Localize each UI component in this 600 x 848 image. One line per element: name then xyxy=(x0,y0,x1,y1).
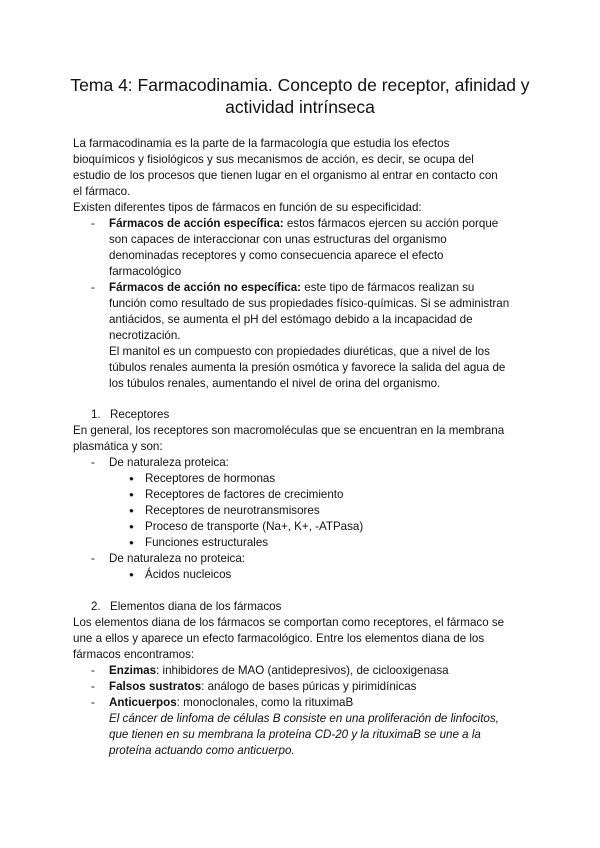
dash-bullet: - xyxy=(91,456,95,469)
section-1-number: 1. xyxy=(91,408,101,421)
title-line-1: Tema 4: Farmacodinamia. Concepto de receptor, afinidad y xyxy=(70,75,530,95)
diana-item-text: : análogo de bases púricas y pirimidínicas xyxy=(201,680,417,693)
section-2-intro-line: une a ellos y aparece un efecto farmacológico. Entre los elementos diana de los xyxy=(73,632,485,645)
no-especifica-line: necrotización. xyxy=(109,329,181,342)
intro-line: Existen diferentes tipos de fármacos en función de su especificidad: xyxy=(73,201,422,214)
diana-item-enzimas xyxy=(109,663,449,678)
no-especifica-line-1 xyxy=(109,280,474,295)
no-especifica-line: los túbulos renales, aumentando el nivel de orina del organismo. xyxy=(109,377,441,390)
dash-bullet: - xyxy=(91,696,95,709)
dash-bullet: - xyxy=(91,217,95,230)
section-2-intro-line: Los elementos diana de los fármacos se comportan como receptores, el fármaco se xyxy=(73,616,505,629)
intro-line: bioquímicos y fisiológicos y sus mecanismos de acción, es decir, se ocupa del xyxy=(73,153,474,166)
proteica-item: Receptores de factores de crecimiento xyxy=(145,488,344,501)
no-especifica-line: función como resultado de sus propiedades físico-químicas. Si se administran xyxy=(109,297,510,310)
no-proteica-item: Ácidos nucleicos xyxy=(145,568,232,581)
section-1-heading: Receptores xyxy=(110,408,170,421)
title-line-2: actividad intrínseca xyxy=(225,97,375,117)
italic-note-line: El cáncer de linfoma de células B consiste en una proliferación de linfocitos, xyxy=(109,712,499,725)
dot-bullet: ● xyxy=(129,506,134,515)
no-especifica-label: Fármacos de acción no específica: xyxy=(109,281,302,294)
page-title xyxy=(60,74,540,118)
proteica-label: De naturaleza proteica: xyxy=(109,456,229,469)
dash-bullet: - xyxy=(91,552,95,565)
especifica-text: estos fármacos ejercen su acción porque xyxy=(283,217,499,230)
diana-item-label: Enzimas xyxy=(109,664,157,677)
especifica-line: son capaces de interaccionar con unas estructuras del organismo xyxy=(109,233,447,246)
diana-item-anticuerpos xyxy=(109,695,353,710)
no-especifica-line: El manitol es un compuesto con propiedades diuréticas, que a nivel de los xyxy=(109,345,490,358)
dash-bullet: - xyxy=(91,281,95,294)
dot-bullet: ● xyxy=(129,474,134,483)
intro-line: estudio de los procesos que tienen lugar en el organismo al entrar en contacto con xyxy=(73,169,498,182)
italic-note-line: que tienen en su membrana la proteína CD-20 y la rituximaB se une a la xyxy=(109,728,481,741)
no-especifica-line: túbulos renales aumenta la presión osmótica y favorece la salida del agua de xyxy=(109,361,506,374)
section-2-heading: Elementos diana de los fármacos xyxy=(110,600,282,613)
especifica-line: farmacológico xyxy=(109,265,182,278)
especifica-label: Fármacos de acción específica: xyxy=(109,217,284,230)
especifica-line-1 xyxy=(109,216,498,231)
dot-bullet: ● xyxy=(129,522,134,531)
proteica-item: Receptores de hormonas xyxy=(145,472,276,485)
dot-bullet: ● xyxy=(129,490,134,499)
diana-item-label: Anticuerpos xyxy=(109,696,177,709)
section-2-number: 2. xyxy=(91,600,101,613)
proteica-item: Funciones estructurales xyxy=(145,536,269,549)
proteica-item: Receptores de neurotransmisores xyxy=(145,504,320,517)
section-2-intro-line: fármacos encontramos: xyxy=(73,648,195,661)
diana-item-text: : inhibidores de MAO (antidepresivos), de ciclooxigenasa xyxy=(156,664,449,677)
proteica-item: Proceso de transporte (Na+, K+, -ATPasa) xyxy=(145,520,364,533)
especifica-line: denominadas receptores y como consecuencia aparece el efecto xyxy=(109,249,444,262)
italic-note-line: proteína actuando como anticuerpo. xyxy=(109,744,295,757)
dash-bullet: - xyxy=(91,664,95,677)
dot-bullet: ● xyxy=(129,570,134,579)
no-proteica-label: De naturaleza no proteica: xyxy=(109,552,245,565)
section-1-intro-line: plasmática y son: xyxy=(73,440,163,453)
no-especifica-line: antiácidos, se aumenta el pH del estómago debido a la incapacidad de xyxy=(109,313,473,326)
diana-item-label: Falsos sustratos xyxy=(109,680,202,693)
intro-line: La farmacodinamia es la parte de la farmacología que estudia los efectos xyxy=(73,137,450,150)
diana-item-text: : monoclonales, como la rituximaB xyxy=(176,696,354,709)
no-especifica-text: este tipo de fármacos realizan su xyxy=(301,281,475,294)
intro-line: el fármaco. xyxy=(73,185,131,198)
dash-bullet: - xyxy=(91,680,95,693)
dot-bullet: ● xyxy=(129,538,134,547)
section-1-intro-line: En general, los receptores son macromoléculas que se encuentran en la membrana xyxy=(73,424,505,437)
diana-item-falsos-sustratos xyxy=(109,679,416,694)
